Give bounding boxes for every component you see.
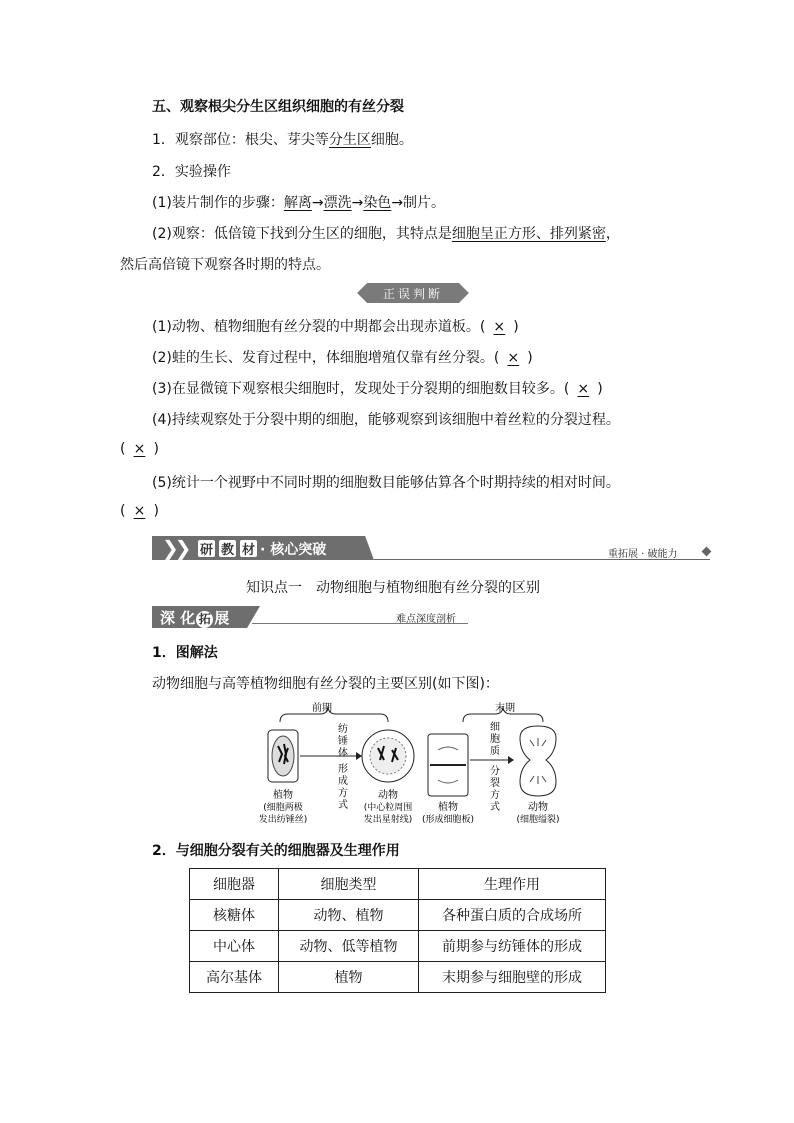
- animal-cell-prophase-icon: [362, 730, 414, 782]
- judge-item: [152, 316, 519, 336]
- telophase-label: 末期: [495, 703, 515, 714]
- table-row: [190, 931, 606, 962]
- double-chevron-icon: ❯❯: [162, 536, 188, 560]
- step-dissociation: 解离: [283, 195, 312, 211]
- label-char: 胞: [490, 734, 500, 745]
- label-char: 式: [490, 802, 500, 813]
- table-cell: 各种蛋白质的合成场所: [419, 900, 606, 931]
- table-header: 细胞类型: [279, 869, 419, 900]
- label-char: 成: [338, 776, 348, 787]
- judge-answer-line: [120, 441, 159, 457]
- prophase-label: 前期: [312, 703, 332, 714]
- deep-char: 化: [180, 609, 196, 627]
- label-char: 方: [338, 788, 348, 799]
- observe-site-line: [152, 129, 413, 149]
- animal-cell-telophase-icon: [520, 726, 556, 796]
- prophase-brace: [280, 706, 388, 722]
- animal-note: (细胞缢裂): [516, 815, 560, 825]
- judge-close: ): [513, 319, 519, 335]
- knowledge-title: 知识点一 动物细胞与植物细胞有丝分裂的区别: [246, 580, 540, 596]
- judge-item: [152, 409, 620, 429]
- table-cell: 动物、植物: [279, 900, 419, 931]
- core-banner-subtitle: 重拓展 · 破能力: [608, 549, 678, 560]
- core-char: 材: [240, 540, 257, 557]
- judge-close: ): [153, 503, 159, 519]
- core-banner-title: · 核心突破: [260, 542, 327, 558]
- plant-label: 植物: [273, 790, 293, 801]
- label-char: 式: [338, 800, 348, 811]
- judge-answer: ×: [133, 503, 146, 519]
- experiment-heading: 2．实验操作: [152, 164, 231, 180]
- observation-suffix: ，: [605, 226, 620, 242]
- arrow: →: [311, 195, 324, 211]
- animal-label: 动物: [528, 802, 548, 813]
- arrow-head: [356, 752, 362, 760]
- deep-char: 深: [160, 609, 176, 627]
- judge-answer: ×: [577, 381, 590, 397]
- table-cell: 中心体: [190, 931, 279, 962]
- label-char: 方: [490, 790, 500, 801]
- section-title: 五、观察根尖分生区组织细胞的有丝分裂: [152, 99, 404, 115]
- judge-text: (5)统计一个视野中不同时期的细胞数目能够估算各个时期持续的相对时间。: [152, 475, 620, 491]
- table-header: 生理作用: [419, 869, 606, 900]
- arrow: →: [351, 195, 364, 211]
- plant-note: (细胞两极: [263, 803, 303, 813]
- judge-text: (1)动物、植物细胞有丝分裂的中期都会出现赤道板。(: [152, 319, 486, 335]
- core-char: 教: [219, 540, 236, 557]
- judge-banner-text: 正误判断: [382, 286, 443, 301]
- organelles-title: 2．与细胞分裂有关的细胞器及生理作用: [152, 843, 400, 859]
- spindle-method-label: [338, 722, 348, 811]
- label-char: 形: [338, 764, 348, 775]
- observe-site-prefix: 1．观察部位：根尖、芽尖等: [152, 132, 329, 148]
- judge-item: [152, 347, 533, 367]
- organelles-table: [189, 868, 606, 993]
- mitosis-figure: [258, 700, 578, 832]
- cytokinesis-method-label: [490, 721, 500, 813]
- slide-steps-suffix: →制片。: [391, 195, 446, 211]
- plant-cell-prophase-icon: [268, 730, 298, 782]
- core-char: 研: [198, 540, 215, 557]
- plant-note: (形成细胞板): [421, 815, 475, 825]
- observe-site-suffix: 细胞。: [370, 132, 413, 148]
- table-cell: 动物、低等植物: [279, 931, 419, 962]
- observation-line: [152, 223, 620, 243]
- deep-banner-subtitle: 难点深度剖析: [396, 614, 456, 625]
- judge-open: (: [120, 441, 126, 457]
- observation-answer: 细胞呈正方形、排列紧密: [451, 226, 606, 242]
- label-char: 裂: [490, 778, 500, 789]
- plant-note: 发出纺锤丝): [258, 815, 308, 825]
- judge-text: (4)持续观察处于分裂中期的细胞，能够观察到该细胞中着丝粒的分裂过程。: [152, 412, 620, 428]
- table-cell: 植物: [279, 962, 419, 993]
- deep-banner-title: [160, 607, 229, 628]
- observation-line-2: 然后高倍镜下观察各时期的特点。: [120, 257, 330, 273]
- graphic-intro: 动物细胞与高等植物细胞有丝分裂的主要区别(如下图)：: [152, 676, 499, 692]
- animal-note: 发出星射线): [363, 815, 413, 825]
- judge-text: (3)在显微镜下观察根尖细胞时，发现处于分裂期的细胞数目较多。(: [152, 381, 570, 397]
- judge-close: ): [527, 350, 533, 366]
- label-char: 分: [490, 766, 500, 777]
- observe-site-answer: 分生区: [328, 132, 371, 148]
- judge-item: [152, 378, 603, 398]
- table-row: [190, 962, 606, 993]
- judge-open: (: [120, 503, 126, 519]
- label-char: 体: [338, 748, 348, 759]
- judge-close: ): [153, 441, 159, 457]
- judge-text: (2)蛙的生长、发育过程中，体细胞增殖仅靠有丝分裂。(: [152, 350, 500, 366]
- table-row: [190, 900, 606, 931]
- label-char: 纺: [338, 724, 348, 735]
- judge-banner: [367, 283, 459, 303]
- judge-item: [152, 472, 620, 492]
- plant-cell-telophase-icon: [428, 734, 468, 796]
- deep-char: 展: [214, 609, 230, 627]
- table-cell: 前期参与纺锤体的形成: [419, 931, 606, 962]
- table-cell: 核糖体: [190, 900, 279, 931]
- table-cell: 高尔基体: [190, 962, 279, 993]
- label-char: 质: [490, 746, 500, 757]
- table-header: 细胞器: [190, 869, 279, 900]
- label-char: 锤: [338, 736, 348, 747]
- label-char: 细: [490, 722, 500, 733]
- judge-answer: ×: [493, 319, 506, 335]
- arrow-head: [508, 756, 514, 764]
- diamond-icon: [702, 547, 712, 557]
- graphic-title: 1．图解法: [152, 645, 218, 661]
- step-staining: 染色: [363, 195, 392, 211]
- judge-close: ): [597, 381, 603, 397]
- slide-steps-line: [152, 192, 445, 212]
- table-header-row: [190, 869, 606, 900]
- slide-steps-prefix: (1)装片制作的步骤：: [152, 195, 284, 211]
- judge-answer-line: [120, 503, 159, 519]
- plant-label: 植物: [438, 802, 458, 813]
- animal-label: 动物: [378, 790, 398, 801]
- animal-note: (中心粒周围: [363, 803, 413, 813]
- judge-answer: ×: [133, 441, 146, 457]
- deep-char-circled: 拓: [196, 611, 213, 628]
- observation-prefix: (2)观察：低倍镜下找到分生区的细胞，其特点是: [152, 226, 452, 242]
- step-rinsing: 漂洗: [323, 195, 352, 211]
- table-cell: 末期参与细胞壁的形成: [419, 962, 606, 993]
- judge-answer: ×: [507, 350, 520, 366]
